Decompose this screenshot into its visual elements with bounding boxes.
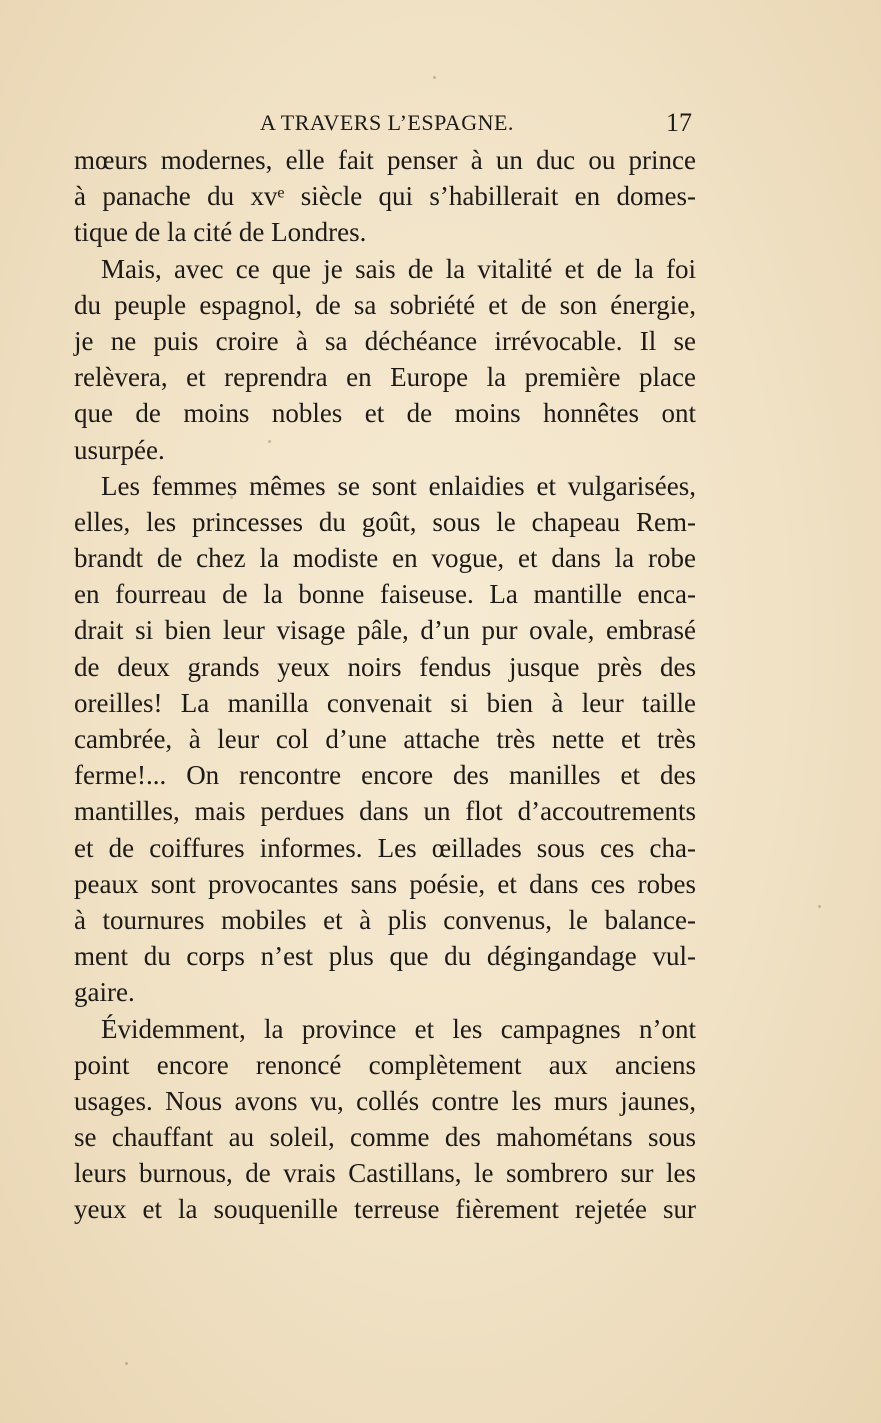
text-line: de deux grands yeux noirs fendus jusque près des bbox=[74, 651, 696, 682]
text-line: elles, les princesses du goût, sous le chapeau Rem- bbox=[74, 506, 696, 537]
text-line: que de moins nobles et de moins honnêtes ont bbox=[74, 398, 696, 429]
text-line: usages. Nous avons vu, collés contre les murs jaunes, bbox=[74, 1085, 696, 1116]
text-line: cambrée, à leur col d’une attache très nette et très bbox=[74, 724, 696, 754]
text-line: brandt de chez la modiste en vogue, et dans la robe bbox=[74, 543, 696, 574]
text-line: yeux et la souquenille terreuse fièrement rejetée sur bbox=[74, 1194, 696, 1225]
text-line: leurs burnous, de vrais Castillans, le sombrero sur les bbox=[74, 1158, 696, 1189]
text-line: ment du corps n’est plus que du dégingandage vul- bbox=[74, 941, 696, 972]
page-number: 17 bbox=[666, 108, 692, 137]
text-line: drait si bien leur visage pâle, d’un pur ovale, embrasé bbox=[74, 615, 696, 646]
text-line: se chauffant au soleil, comme des mahométans sous bbox=[74, 1122, 696, 1153]
paper-speck bbox=[433, 76, 436, 79]
running-title: A TRAVERS L’ESPAGNE. bbox=[260, 110, 514, 135]
paper-speck bbox=[125, 1362, 128, 1365]
text-line: en fourreau de la bonne faiseuse. La mantille enca- bbox=[74, 579, 696, 610]
text-line: point encore renoncé complètement aux anciens bbox=[74, 1049, 696, 1080]
text-line: gaire. bbox=[74, 977, 135, 1008]
text-line: ferme!... On rencontre encore des manilles et des bbox=[74, 760, 696, 791]
text-line: je ne puis croire à sa déchéance irrévocable. Il se bbox=[74, 325, 696, 356]
text-line: du peuple espagnol, de sa sobriété et de son énergie, bbox=[74, 289, 696, 320]
running-header bbox=[74, 106, 696, 138]
text-line: mantilles, mais perdues dans un flot d’accoutrements bbox=[74, 796, 696, 827]
paper-speck bbox=[818, 905, 821, 908]
text-line: usurpée. bbox=[74, 434, 165, 465]
text-line: Les femmes mêmes se sont enlaidies et vulgarisées, bbox=[101, 470, 696, 501]
text-line: mœurs modernes, elle fait penser à un duc ou prince bbox=[74, 145, 696, 175]
text-line: et de coiffures informes. Les œillades sous ces cha- bbox=[74, 832, 696, 863]
text-line: Évidemment, la province et les campagnes n’ont bbox=[101, 1013, 696, 1044]
text-line: relèvera, et reprendra en Europe la première place bbox=[74, 362, 696, 393]
text-line: à tournures mobiles et à plis convenus, le balance- bbox=[74, 904, 696, 935]
text-line: peaux sont provocantes sans poésie, et dans ces robes bbox=[74, 868, 696, 899]
text-line: Mais, avec ce que je sais de la vitalité et de la foi bbox=[101, 253, 696, 284]
text-line: à panache du xvᵉ siècle qui s’habillerait en domes- bbox=[74, 181, 696, 212]
text-line: oreilles! La manilla convenait si bien à leur taille bbox=[74, 687, 696, 718]
text-line: tique de la cité de Londres. bbox=[74, 217, 367, 248]
body-text bbox=[74, 142, 696, 1228]
